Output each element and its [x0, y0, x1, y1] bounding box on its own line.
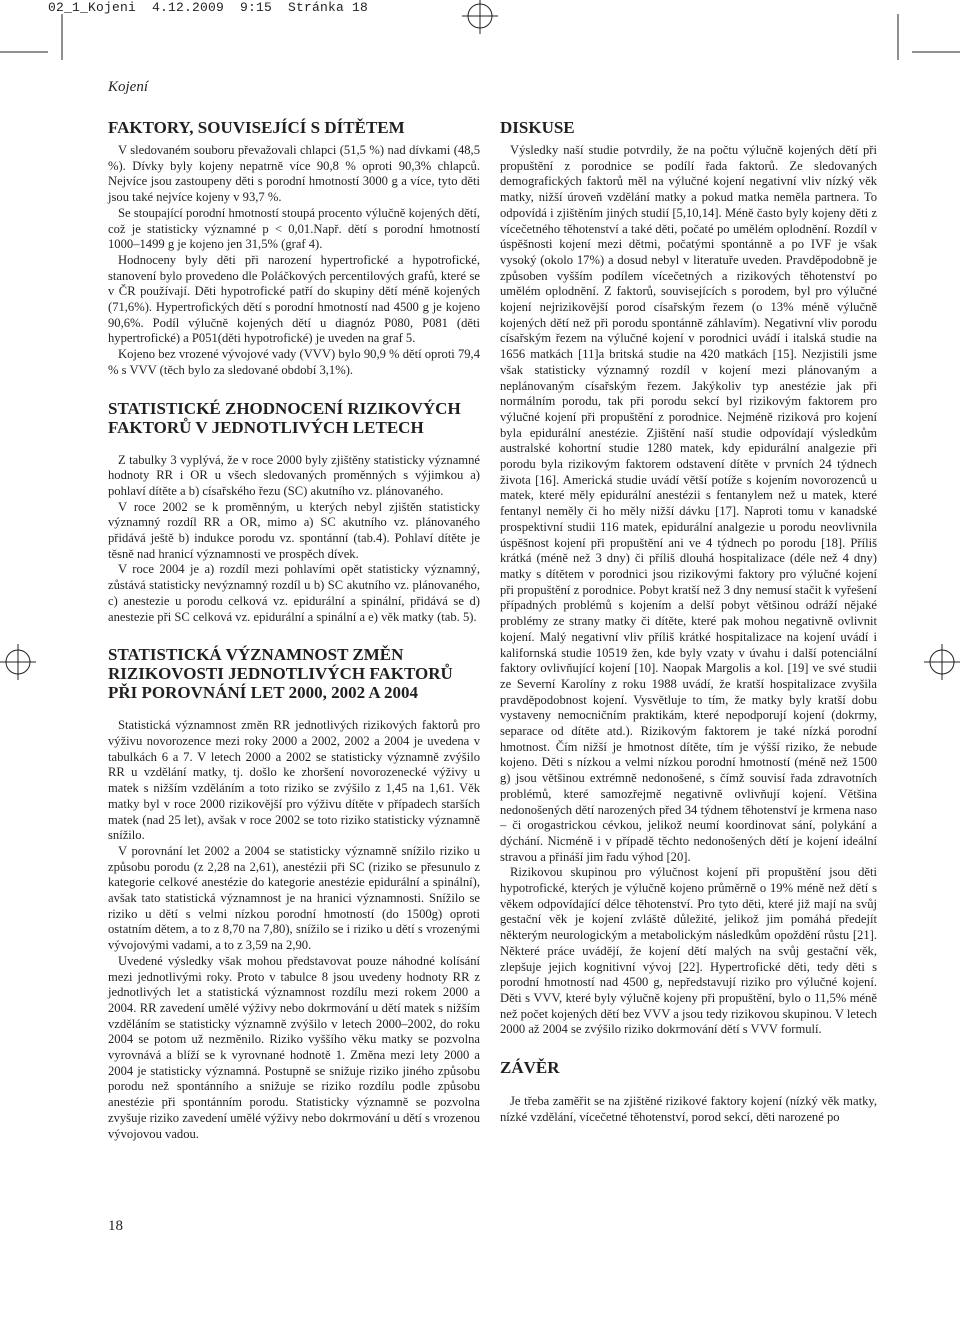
paragraph: Uvedené výsledky však mohou představovat pouze náhodné kolísání mezi jednotlivými roky. Proto v tabulce 8 jsou uvedeny hodnoty RR z jednotlivých let a statistická významnost rozdílu mezi rokem 2000 a 2004. RR zavedení umělé výživy nebo dokrmování u dětí matek s nižším vzděláním se statisticky významně zvýšilo v letech 2000–2002, do roku 2004 se potom už nezměnilo. Riziko vyššího věku matky se pozvolna vyrovnává a blíží se k vyrovnané hodnotě 1. Změna mezi lety 2000 a 2004 je statisticky významná. Postupně se snižuje riziko jiného způsobu porodu než spontánního a snižuje se riziko rozdílu podle způsobu anestézie při spontánním porodu. Statisticky významně se pozvolna zvyšuje riziko zavedení umělé výživy nebo dokrmování u dětí s vrozenou vývojovou vadou. — [108, 953, 480, 1141]
title-line: FAKTORŮ V JEDNOTLIVÝCH LETECH — [108, 417, 424, 437]
right-column — [500, 118, 877, 1125]
paragraph: Výsledky naší studie potvrdily, že na počtu výlučně kojených dětí při propuštění z porodnice se podílí řada faktorů. Ze sledovaných demografických faktorů měl na výlučné kojení negativní vliv nízký věk matky, nižší úroveň vzdělání matky a pokud matka neměla partnera. To odpovídá i zjištěním jiných studií [5,10,14]. Méně často byly kojeny děti z vícečetného těhotenství a také děti, počaté po umělém oplodnění. Rozdíl v úspěšnosti kojení mezi dětmi, počatými spontánně a po IVF je však vysoký (okolo 17%) a dosud nebyl v literatuře uveden. Pravděpodobně je způsoben vyšším podílem vícečetných a rizikových těhotenství po umělém oplodnění. Z faktorů, souvisejících s porodem, byl pro výlučné kojení nejrizikovější porod císařským řezem (o 13% méně výlučně kojených dětí než při porodu spontánně záhlavím). Negativní vliv porodu císařským řezem na výlučné kojení v porodnici uvádí i italská studie na 1656 matkách [11]a britská studie na 420 matkách [15]. Nezjistili jsme však statisticky významný rozdíl v kojení mezi plánovaným a neplánovaným císařským řezem. Jakýkoliv typ anestézie jak při normálním porodu, tak při porodu sekcí byl rizikovým faktorem pro výlučné kojení při propuštění z porodnice. Nejméně riziková pro kojení byla epidurální anestézie. Zjištění naší studie odpovídají výsledkům australské kohortní studie 1280 matek, kdy epidurální analgezie při porodu byla rizikovým faktorem odstavení dítěte v prvních 24 týdnech života [16]. Americká studie uvádí větší potíže s kojením novorozenců u matek, které měly epidurální anestézii s fentanylem než u matek, které fentanyl neměly či ho měly nižší dávku [17]. Naproti tomu v kanadské prospektivní studii 116 matek, epidurální analgezie u porodu neovlivnila úspěšnost kojení při propuštění ani ve 4 týdnech po porodu [18]. Příliš krátká (méně než 3 dny) či příliš dlouhá hospitalizace (déle než 4 dny) matky s dítětem v porodnici jsou rizikovými faktory pro výlučné kojení při propuštění z porodnice. Pobyt kratší než 3 dny nemusí stačit k vyřešení případných problémů s kojením a delší pobyt většinou odráží nějaké problémy ze strany matky či dítěte, které pak mohou negativně ovlivnit kojení. Malý negativní vliv příliš krátké hospitalizace na kojení uvádí i kalifornská studie 10519 žen, kde byly vzaty v úvahu i další potenciální faktory ovlivňující kojení [10]. Naopak Margolis a kol. [19] ve své studii ze Severní Karolíny z roku 1988 uvádí, že kratší hospitalizace zvyšila pravděpodobnost kojení. Vysvětluje to tím, že matky byly kratší dobu vystaveny nemocničním praktikám, které nepodporují kojení (dokrmy, separace od dítěte atd.). Rizikovým faktorem je také nízká porodní hmotnost. Čím nižší je hmotnost dítěte, tím je výšší riziko, že nebude kojeno. Děti s nízkou a velmi nízkou porodní hmotností (méně než 1500 g) jsou většinou extrémně nedonošené, s čímž souvisí řada zdravotních problémů, které samozřejmě negativně ovlivňují kojení. Většina nedonošených dětí narozených před 34 týdnem těhotenství je krmena naso – či orogastrickou cévkou, jelikož neumí koordinovat sání, polykání a dýchání. Nicméně i v případě těchto nedonošených dětí je kojení ideální stravou a přináší jim řadu výhod [20]. — [500, 143, 877, 864]
paragraph: V roce 2002 se k proměnným, u kterých nebyl zjištěn statisticky významný rozdíl RR a OR, mimo a) SC akutního vz. plánovaného přidává ještě b) indukce porodu vz. spontánní (tab.4). Pohlaví dítěte je těsně nad hranicí významnosti ve prospěch dívek. — [108, 499, 480, 561]
page-number: 18 — [108, 1218, 123, 1234]
print-slug: 02_1_Kojeni 4.12.2009 9:15 Stránka 18 — [48, 0, 369, 15]
section-title-statisticka-vyznamnost — [108, 645, 480, 702]
crop-mark-top-right — [880, 0, 960, 60]
registration-mark-top — [462, 0, 498, 34]
paragraph: Rizikovou skupinou pro výlučnost kojení při propuštění jsou děti hypotrofické, kterých je výlučně kojeno průměrně o 19% méně než dětí s věkem odpovídající délce těhotenství. Pro tyto děti, které již mají na svůj gestační věk je kojení zvláště důležité, jelikož jim pomáhá předejít některým neurologickým a metabolickým následkům opoždění růstu [21]. Některé práce uvádějí, že kojení dětí malých na svůj gestační věk, zlepšuje jejich kognitivní vývoj [22]. Hypertrofické děti, tedy děti s porodní hmotností nad 4500 g, nepředstavují riziko pro výlučné kojení. Děti s VVV, které byly výlučně kojeny při propuštění, bylo o 11,5% méně než počet kojených dětí bez VVV a jsou tedy rizikovou skupinou. V letech 2000 až 2004 se zvýšilo riziko dokrmování dětí s VVV formulí. — [500, 865, 877, 1037]
section-title-diskuse: DISKUSE — [500, 118, 575, 137]
paragraph: V sledovaném souboru převažovali chlapci (51,5 %) nad dívkami (48,5 %). Dívky byly kojeny nepatrně více 90,8 % oproti 90,3% chlapců. Nejvíce jsou zastoupeny děti s porodní hmotností 3000 g a více, tyto děti jsou také nejvíce kojeny v 93,7 %. — [108, 143, 480, 205]
title-line: RIZIKOVOSTI JEDNOTLIVÝCH FAKTORŮ — [108, 664, 453, 684]
title-line: STATISTICKÁ VÝZNAMNOST ZMĚN — [108, 645, 404, 665]
title-line: PŘI POROVNÁNÍ LET 2000, 2002 A 2004 — [108, 683, 418, 703]
registration-mark-left — [0, 644, 36, 680]
paragraph: Kojeno bez vrozené vývojové vady (VVV) bylo 90,9 % dětí oproti 79,4 % s VVV (těch bylo za sledované období 3,1%). — [108, 347, 480, 377]
running-head: Kojení — [108, 79, 148, 95]
paragraph: Statistická významnost změn RR jednotlivých rizikových faktorů pro výživu novorozence mezi roky 2000 a 2002, 2002 a 2004 je uvedena v tabulkách 6 a 7. V letech 2000 a 2002 se statisticky významně zvýšilo RR u vzdělání matky, tj. došlo ke zhoršení novorozenecké výživy u matek s nižším vzděláním a toto riziko se zvýšilo z 1,45 na 1,61. Věk matky byl v roce 2000 rizikovější pro výživu dítěte v případech starších matek (nad 25 let), avšak v roce 2002 se toto riziko statisticky významně snížilo. — [108, 718, 480, 843]
section-title-faktory: FAKTORY, SOUVISEJÍCÍ S DÍTĚTEM — [108, 118, 405, 137]
left-column — [108, 118, 480, 1142]
paragraph: Hodnoceny byly děti při narození hypertrofické a hypotrofické, stanovení bylo provedeno dle Poláčkových percentilových grafů, které se v ČR používají. Děti hypotrofické patří do skupiny dětí méně kojených (71,6%). Hypertrofických dětí s porodní hmotností nad 4500 g je kojeno 90,6%. Podíl výlučně kojených dětí u diagnóz P080, P081 (děti hypertrofické) a P051(děti hypotrofické) je uveden na graf 5. — [108, 252, 480, 346]
paragraph: Se stoupající porodní hmotností stoupá procento výlučně kojených dětí, což je statisticky významné p < 0,01.Např. dětí s porodní hmotností 1000–1499 g je kojeno jen 31,5% (graf 4). — [108, 205, 480, 252]
title-line: STATISTICKÉ ZHODNOCENÍ RIZIKOVÝCH — [108, 398, 461, 418]
paragraph: V porovnání let 2002 a 2004 se statisticky významně snížilo riziko u způsobu porodu (z 2,28 na 2,61), anestézii při SC (riziko se přesunulo z kategorie celkové anestézie do kategorie anestézie epidurální a spinální), avšak tato statistická významnost je na hranici významnosti. Snížilo se riziko u dětí s velmi nízkou porodní hmotností (do 1500g) oproti ostatním dětem, a to z 8,70 na 7,80), snížilo se i riziko u dětí s vrozenými vývojovými vadami, a to z 3,59 na 2,90. — [108, 843, 480, 953]
paragraph: V roce 2004 je a) rozdíl mezi pohlavími opět statisticky významný, zůstává statisticky nevýznamný rozdíl u b) SC akutního vz. plánovaného, c) anestezie u porodu celková vz. epidurální a spinální, přidává se d) anestezie při SC celková vz. epidurální a spinální a e) věk matky (tab. 5). — [108, 562, 480, 624]
paragraph: Z tabulky 3 vyplývá, že v roce 2000 byly zjištěny statisticky významné hodnoty RR i OR u všech sledovaných proměnných s výjimkou a) pohlaví dítěte a b) císařského řezu (SC) akutního vz. plánovaného. — [108, 452, 480, 498]
crop-mark-top-left — [0, 0, 80, 60]
section-title-zaver: ZÁVĚR — [500, 1058, 560, 1078]
section-title-statisticke-zhodnoceni — [108, 399, 480, 437]
registration-mark-right — [924, 644, 960, 680]
paragraph: Je třeba zaměřit se na zjištěné rizikové faktory kojení (nízký věk matky, nízké vzdělání, vícečetné těhotenství, porod sekcí, děti narozené po — [500, 1094, 877, 1124]
